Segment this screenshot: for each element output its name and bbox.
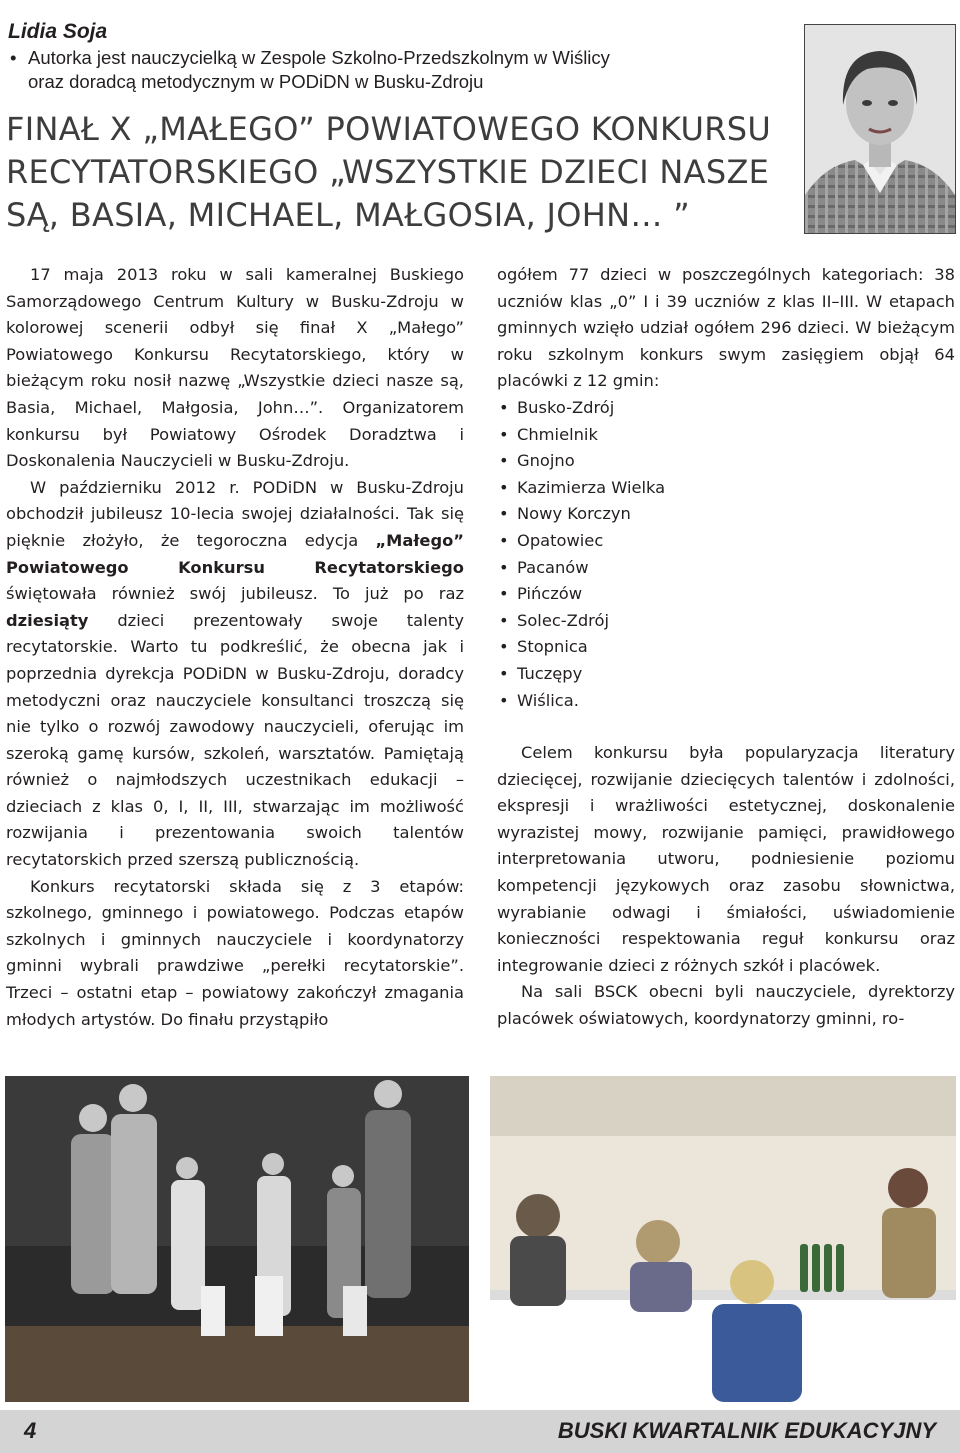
journal-name: BUSKI KWARTALNIK EDUKACYJNY xyxy=(557,1418,936,1443)
right-column xyxy=(497,262,955,1033)
paragraph: Konkurs recytatorski składa się z 3 etapów: szkolnego, gminnego i powiatowego. Podczas etapów szkolnych i gminnych nauczyciele i koordynatorzy gminni wybrali prawdziwe „perełki recytatorskie”. Trzeci – ostatni etap – powiatowy zakończył zmagania młodych artystów. Do finału przystąpiło xyxy=(6,876,464,1029)
page-number: 4 xyxy=(24,1418,37,1443)
article-title xyxy=(6,108,796,237)
author-portrait-image xyxy=(805,25,955,233)
list-item: • Solec-Zdrój xyxy=(497,608,955,635)
left-column xyxy=(6,262,464,1033)
paragraph-text: dzieci prezentowały swoje talenty recytatorskie. Warto tu podkreślić, że obecna jak i poprzednia dyrekcja PODiDN w Busku-Zdroju, doradcy metodyczni oraz nauczyciele konsultanci troszczą się nie tylko o rozwój zawodowy nauczycieli, oferując im szeroką gamę kursów, szkoleń, warsztatów. Pamiętają również o najmłodszych uczestnikach edukacji – dzieciach z klas 0, I, II, III, stwarzając im możliwość rozwijania i prezentowania swoich talentów recytatorskich przed szerszą publicznością. xyxy=(6,610,464,870)
page-footer xyxy=(0,1410,960,1453)
towns-list xyxy=(497,395,955,714)
paragraph: 17 maja 2013 roku w sali kameralnej Buskiego Samorządowego Centrum Kultury w Busku-Zdroju w kolorowej scenerii odbył się finał X „Małego” Powiatowego Konkursu Recytatorskiego, który w bieżącym roku nosił nazwę „Wszystkie dzieci nasze są, Basia, Michael, Małgosia, John…”. Organizatorem konkursu był Powiatowy Ośrodek Doradztwa i Doskonalenia Nauczycieli w Busku-Zdroju. xyxy=(6,265,464,471)
author-bio-line2: oraz doradcą metodycznym w PODiDN w Busku-Zdroju xyxy=(28,71,484,92)
list-item: • Pacanów xyxy=(497,555,955,582)
author-block xyxy=(8,20,788,94)
list-item: • Tuczępy xyxy=(497,661,955,688)
list-item: • Wiślica. xyxy=(497,688,955,715)
contest-name-emphasis: „Małego” Powiatowego Konkursu Recytatorskiego xyxy=(6,530,464,577)
list-item: • Kazimierza Wielka xyxy=(497,475,955,502)
paragraph: Celem konkursu była popularyzacja literatury dziecięcej, rozwijanie dziecięcych talentów i zdolności, ekspresji i wrażliwości estetycznej, doskonalenie wyrazistej mowy, rozwijanie pamięci, prawidłowego interpretowania utworu, podniesienie poziomu kompetencji językowych oraz zasobu słownictwa, wyrabianie odwagi i śmiałości, uświadomienie konieczności respektowania reguł konkursu oraz integrowanie dzieci z różnych szkół i placówek. xyxy=(497,743,955,975)
author-portrait xyxy=(804,24,956,234)
article-title-line3: SĄ, BASIA, MICHAEL, MAŁGOSIA, JOHN… ” xyxy=(6,196,691,234)
list-item: • Stopnica xyxy=(497,634,955,661)
paragraph: ogółem 77 dzieci w poszczególnych kategoriach: 38 uczniów klas „0” I i 39 uczniów z klas II–III. W etapach gminnych wzięło udział ogółem 296 dzieci. W bieżącym roku szkolnym konkurs swym zasięgiem objął 64 placówki z 12 gmin: xyxy=(497,265,955,391)
list-item: • Chmielnik xyxy=(497,422,955,449)
list-item: • Nowy Korczyn xyxy=(497,501,955,528)
list-item: • Gnojno xyxy=(497,448,955,475)
list-item: • Busko-Zdrój xyxy=(497,395,955,422)
list-item: • Opatowiec xyxy=(497,528,955,555)
author-name: Lidia Soja xyxy=(8,20,108,43)
photo-finalists-on-stage xyxy=(5,1076,469,1402)
article-title-line1: FINAŁ X „MAŁEGO” POWIATOWEGO KONKURSU xyxy=(6,110,772,148)
paragraph: Na sali BSCK obecni byli nauczyciele, dyrektorzy placówek oświatowych, koordynatorzy gminni, ro- xyxy=(497,982,955,1029)
paragraph xyxy=(6,475,464,874)
photo-jury-table xyxy=(490,1076,956,1402)
paragraph-text: świętowała również swój jubileusz. To już po raz xyxy=(6,584,464,604)
article-title-line2: RECYTATORSKIEGO „WSZYSTKIE DZIECI NASZE xyxy=(6,153,770,191)
photo-jury-image xyxy=(490,1076,956,1402)
author-bio xyxy=(8,46,788,94)
tenth-emphasis: dziesiąty xyxy=(6,610,89,630)
paragraph-text: W październiku 2012 r. PODiDN w Busku-Zdroju obchodził jubileusz 10-lecia swojej działalności. Tak się pięknie złożyło, że tegoroczna edycja xyxy=(6,477,464,550)
bullet-icon: • xyxy=(10,47,17,68)
author-bio-line1: Autorka jest nauczycielką w Zespole Szkolno-Przedszkolnym w Wiślicy xyxy=(28,47,610,68)
photo-finalists-image xyxy=(5,1076,469,1402)
list-item: • Pińczów xyxy=(497,581,955,608)
